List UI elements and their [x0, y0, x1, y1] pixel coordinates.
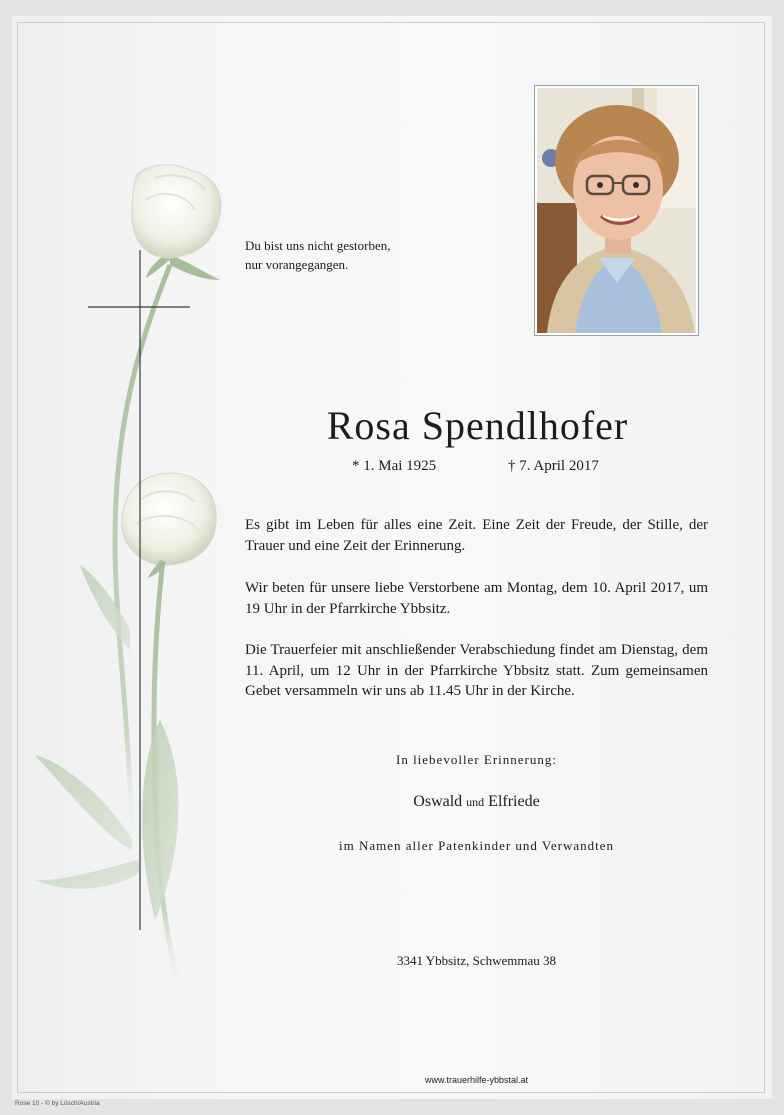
paragraph-prayer: Wir beten für unsere liebe Verstorbene am Montag, dem 10. April 2017, um 19 Uhr in der Pfarrkirche Ybbsitz. [245, 580, 708, 617]
portrait-image [537, 88, 696, 333]
copyright-note: Rose 10 - © by Lösch/Austria [15, 1100, 100, 1107]
paragraph-funeral: Die Trauerfeier mit anschließender Verabschiedung findet am Dienstag, dem 11. April, um 12 Uhr in der Pfarrkirche Ybbsitz statt. Zum gemeinsamen Gebet versammeln wir uns ab 11.45 Uhr in der Kirche. [245, 642, 708, 699]
family-name-2: Elfriede [488, 793, 540, 810]
memory-heading: In liebevoller Erinnerung: [395, 752, 557, 767]
family-names [245, 793, 708, 811]
family-name-1: Oswald [413, 793, 463, 810]
quote-line-2: nur vorangegangen. [245, 257, 349, 272]
website-link[interactable]: www.trauerhilfe-ybbstal.at [424, 1075, 529, 1085]
cross-icon [88, 250, 192, 930]
family-conjunction: und [466, 795, 485, 809]
portrait-photo [534, 85, 699, 336]
quote-line-1: Du bist uns nicht gestorben, [245, 238, 391, 253]
address: 3341 Ybbsitz, Schwemmau 38 [396, 953, 557, 968]
birth-date: * 1. Mai 1925 [352, 458, 437, 474]
quote [245, 236, 485, 274]
relatives-line: im Namen aller Patenkinder und Verwandten [338, 838, 615, 853]
paragraph-time: Es gibt im Leben für alles eine Zeit. Eine Zeit der Freude, der Stille, der Trauer und eine Zeit der Erinnerung. [245, 517, 708, 554]
deceased-name: Rosa Spendlhofer [326, 403, 629, 448]
death-date: † 7. April 2017 [508, 458, 599, 474]
